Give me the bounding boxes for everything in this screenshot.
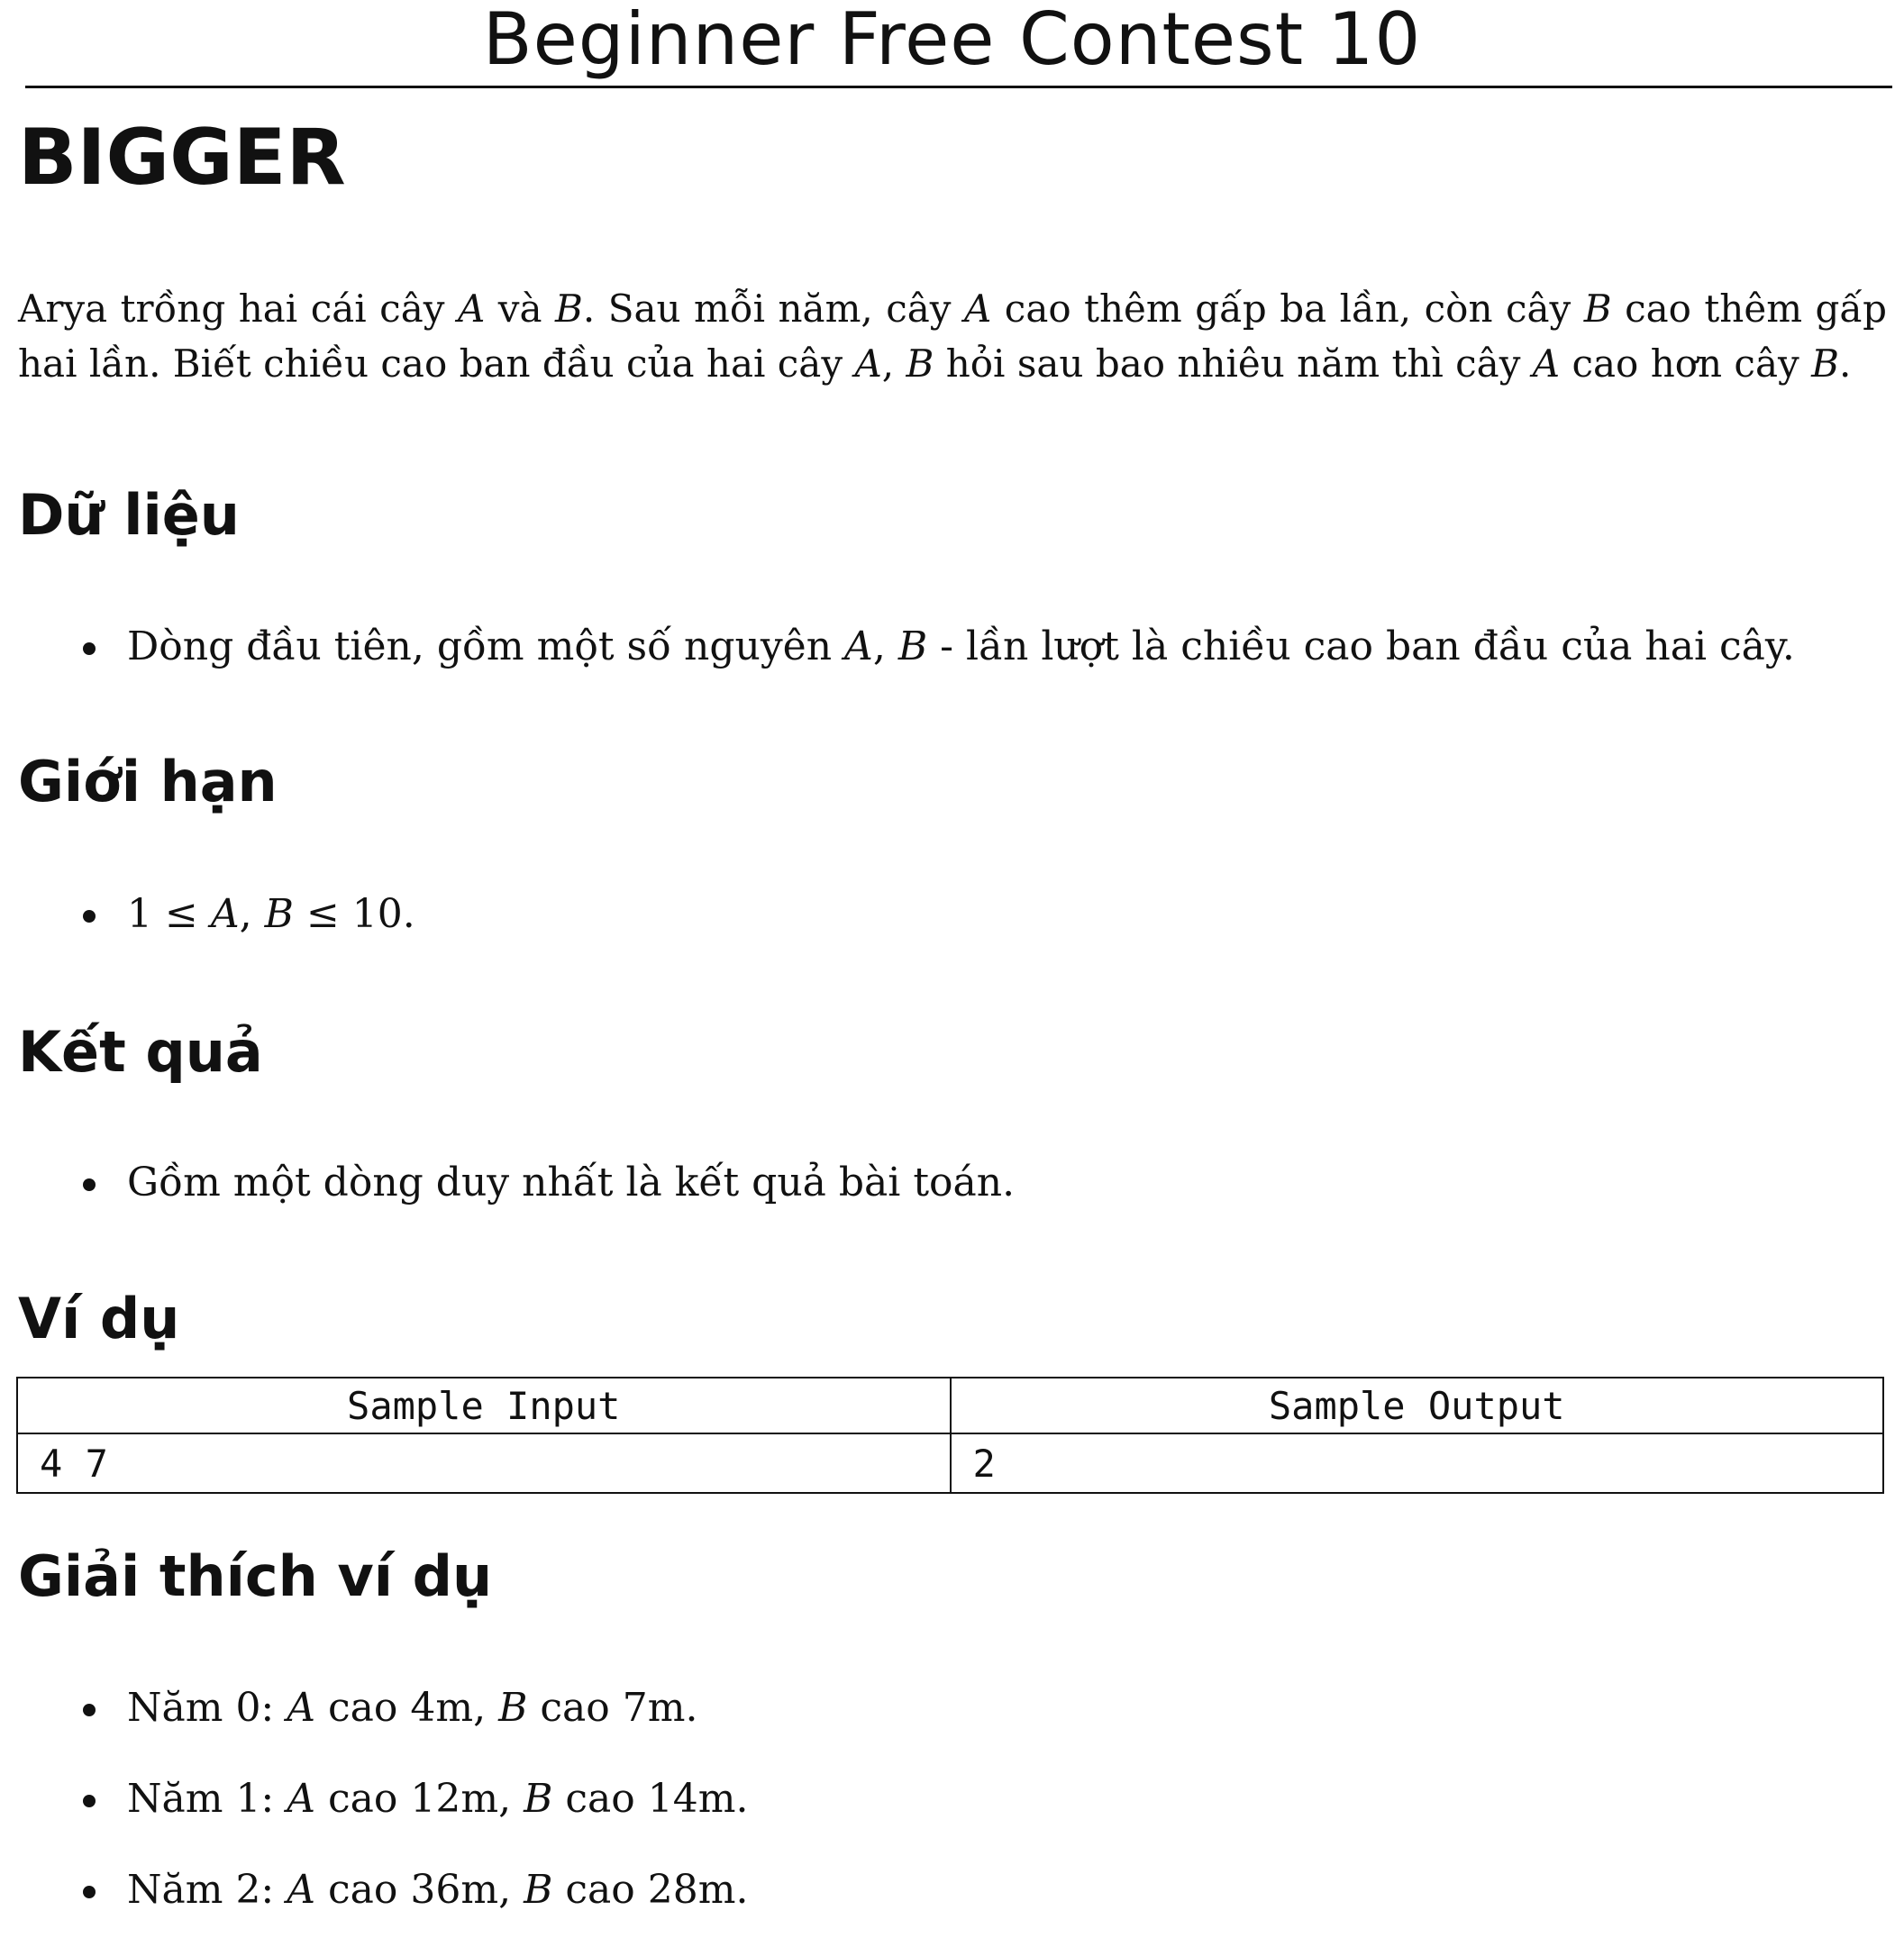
math-variable: B [555, 287, 583, 331]
example-heading: Ví dụ [18, 1286, 180, 1351]
input-heading: Dữ liệu [18, 482, 240, 548]
text-run: - lần lượt là chiều cao ban đầu của hai cây. [927, 623, 1795, 669]
math-variable: A [457, 287, 486, 331]
bullet-dot [83, 910, 96, 923]
header-rule [25, 86, 1892, 88]
text-run: cao 4m, [315, 1685, 499, 1731]
math-variable: A [287, 1867, 316, 1913]
text-run: cao 12m, [315, 1776, 524, 1822]
text-run: Dòng đầu tiên, gồm một số nguyên [127, 623, 845, 669]
text-run: , [872, 623, 898, 669]
text-run: cao 36m, [315, 1867, 524, 1913]
sample-table-row [17, 1433, 1883, 1493]
math-variable: A [1532, 341, 1561, 386]
text-run: . Sau mỗi năm, cây [582, 287, 964, 331]
text-run: Năm 1: [127, 1776, 287, 1822]
math-variable: A [963, 287, 992, 331]
text-run: cao 28m. [552, 1867, 749, 1913]
math-variable: A [210, 891, 240, 937]
contest-title: Beginner Free Contest 10 [482, 0, 1422, 81]
output-heading: Kết quả [18, 1019, 263, 1085]
sample-input-value: 4 7 [17, 1433, 951, 1493]
text-run: cao hơn cây [1560, 341, 1812, 386]
math-variable: B [1583, 287, 1612, 331]
math-variable: A [854, 341, 882, 386]
text-run: cao thêm gấp hai lần. Biết chiều cao ban đầu của hai cây [18, 287, 1887, 386]
text-run: Năm 2: [127, 1867, 287, 1913]
sample-output-header: Sample Output [951, 1378, 1884, 1433]
explanation-bullet-text [127, 1772, 748, 1826]
math-variable: B [524, 1867, 553, 1913]
input-bullet-text [127, 620, 1795, 674]
text-run: cao 14m. [552, 1776, 749, 1822]
text-run: Arya trồng hai cái cây [18, 287, 458, 331]
text-run: Gồm một dòng duy nhất là kết quả bài toán. [127, 1160, 1016, 1206]
explanation-heading: Giải thích ví dụ [18, 1543, 493, 1609]
sample-input-header: Sample Input [17, 1378, 951, 1433]
text-run: ≤ 10. [293, 891, 415, 937]
text-run: hỏi sau bao nhiêu năm thì cây [934, 341, 1533, 386]
problem-code: BIGGER [18, 113, 346, 203]
bullet-dot [83, 642, 96, 655]
bullet-dot [83, 1886, 96, 1898]
sample-output-value: 2 [951, 1433, 1884, 1493]
bullet-dot [83, 1704, 96, 1716]
math-variable: B [524, 1776, 553, 1822]
limits-heading: Giới hạn [18, 749, 278, 814]
text-run: . [1838, 341, 1852, 386]
text-run: 1 ≤ [127, 891, 211, 937]
math-variable: B [498, 1685, 528, 1731]
math-variable: B [897, 623, 928, 669]
text-run: , [881, 341, 906, 386]
bullet-dot [83, 1795, 96, 1807]
sample-table [16, 1377, 1884, 1494]
text-run: và [485, 287, 556, 331]
output-bullet-text [127, 1156, 1015, 1210]
problem-statement [18, 281, 1887, 391]
explanation-bullet-text [127, 1863, 748, 1917]
text-run: cao thêm gấp ba lần, còn cây [991, 287, 1584, 331]
math-variable: B [1811, 341, 1839, 386]
math-variable: A [287, 1776, 316, 1822]
math-variable: B [906, 341, 934, 386]
math-variable: A [287, 1685, 316, 1731]
explanation-bullet-text [127, 1681, 697, 1735]
limits-bullet-text [127, 887, 415, 942]
text-run: Năm 0: [127, 1685, 287, 1731]
math-variable: B [264, 891, 294, 937]
text-run: cao 7m. [527, 1685, 698, 1731]
text-run: , [239, 891, 265, 937]
math-variable: A [844, 623, 873, 669]
bullet-dot [83, 1178, 96, 1191]
sample-table-header-row [17, 1378, 1883, 1433]
